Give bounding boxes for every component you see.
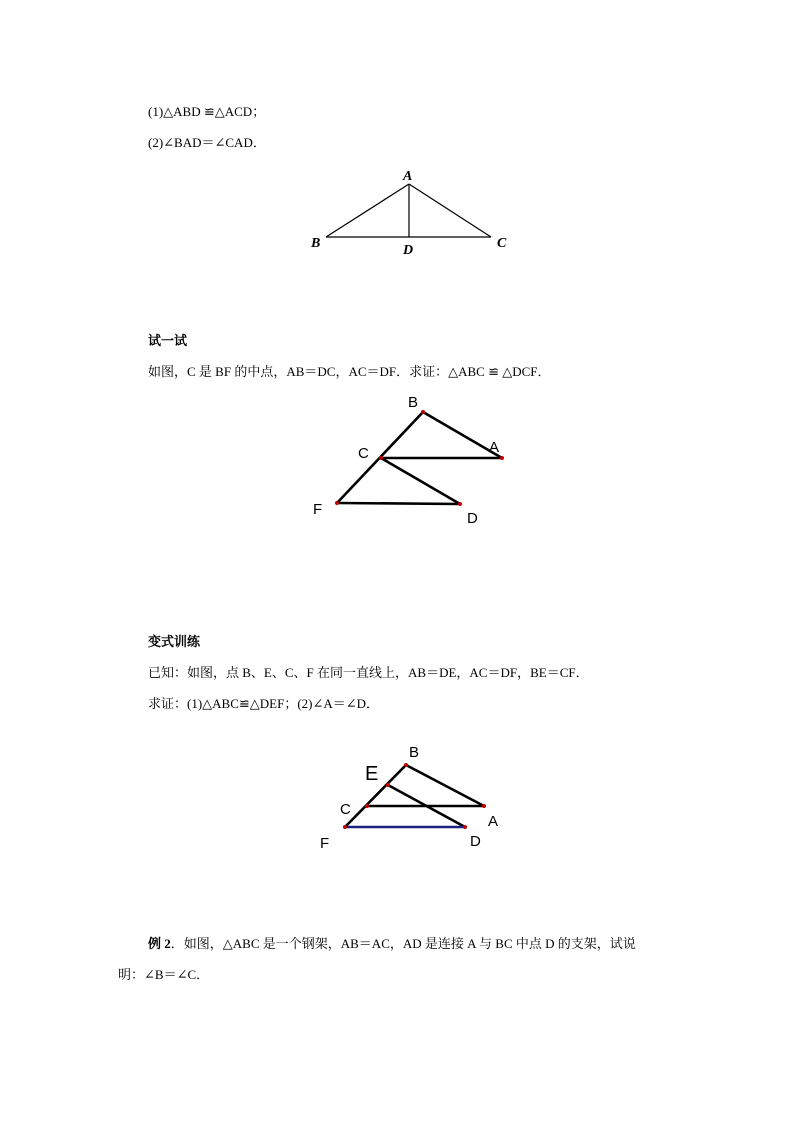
proof-statement-1: (1)△ABD ≌△ACD； [148, 104, 266, 119]
segment-ed [388, 785, 465, 827]
example-2-label: 例 2 [148, 936, 171, 951]
label-a: A [403, 169, 413, 184]
problem-text-prove: 求证：(1)△ABC≌△DEF；(2)∠A＝∠D． [148, 696, 380, 711]
segment-fd [337, 503, 460, 504]
label-f: F [313, 501, 323, 518]
label-d: D [467, 510, 478, 527]
heading-try: 试一试 [148, 333, 188, 348]
label-c: C [497, 236, 507, 251]
segment-cd [381, 458, 460, 504]
example-2-line-2: 明：∠B＝∠C． [118, 967, 210, 982]
segment-bf [345, 765, 406, 827]
label-b: B [409, 744, 420, 761]
label-a: A [489, 439, 500, 456]
problem-text-given: 已知：如图，点 B、E、C、F 在同一直线上，AB＝DE，AC＝DF，BE＝CF． [148, 665, 589, 680]
label-c: C [340, 801, 351, 818]
segment-ba [406, 765, 484, 806]
label-d: D [470, 833, 481, 850]
segment-ab [326, 184, 409, 237]
segment-ac [409, 184, 491, 237]
example-2-line-1 [148, 935, 636, 953]
label-e: E [365, 763, 379, 785]
problem-text-try: 如图，C 是 BF 的中点，AB＝DC，AC＝DF．求证：△ABC ≌ △DCF． [148, 364, 551, 379]
label-a: A [488, 813, 499, 830]
proof-statement-2: (2)∠BAD＝∠CAD． [148, 135, 266, 150]
label-c: C [358, 445, 369, 462]
heading-variation: 变式训练 [148, 634, 201, 649]
segment-bf [337, 412, 423, 503]
label-f: F [320, 835, 330, 852]
segment-ba [423, 412, 502, 458]
label-d: D [403, 243, 414, 258]
label-b: B [408, 394, 419, 411]
example-2-text-1: ．如图，△ABC 是一个钢架，AB＝AC，AD 是连接 A 与 BC 中点 D 的支架，试说 [170, 936, 636, 951]
label-b: B [311, 236, 321, 251]
